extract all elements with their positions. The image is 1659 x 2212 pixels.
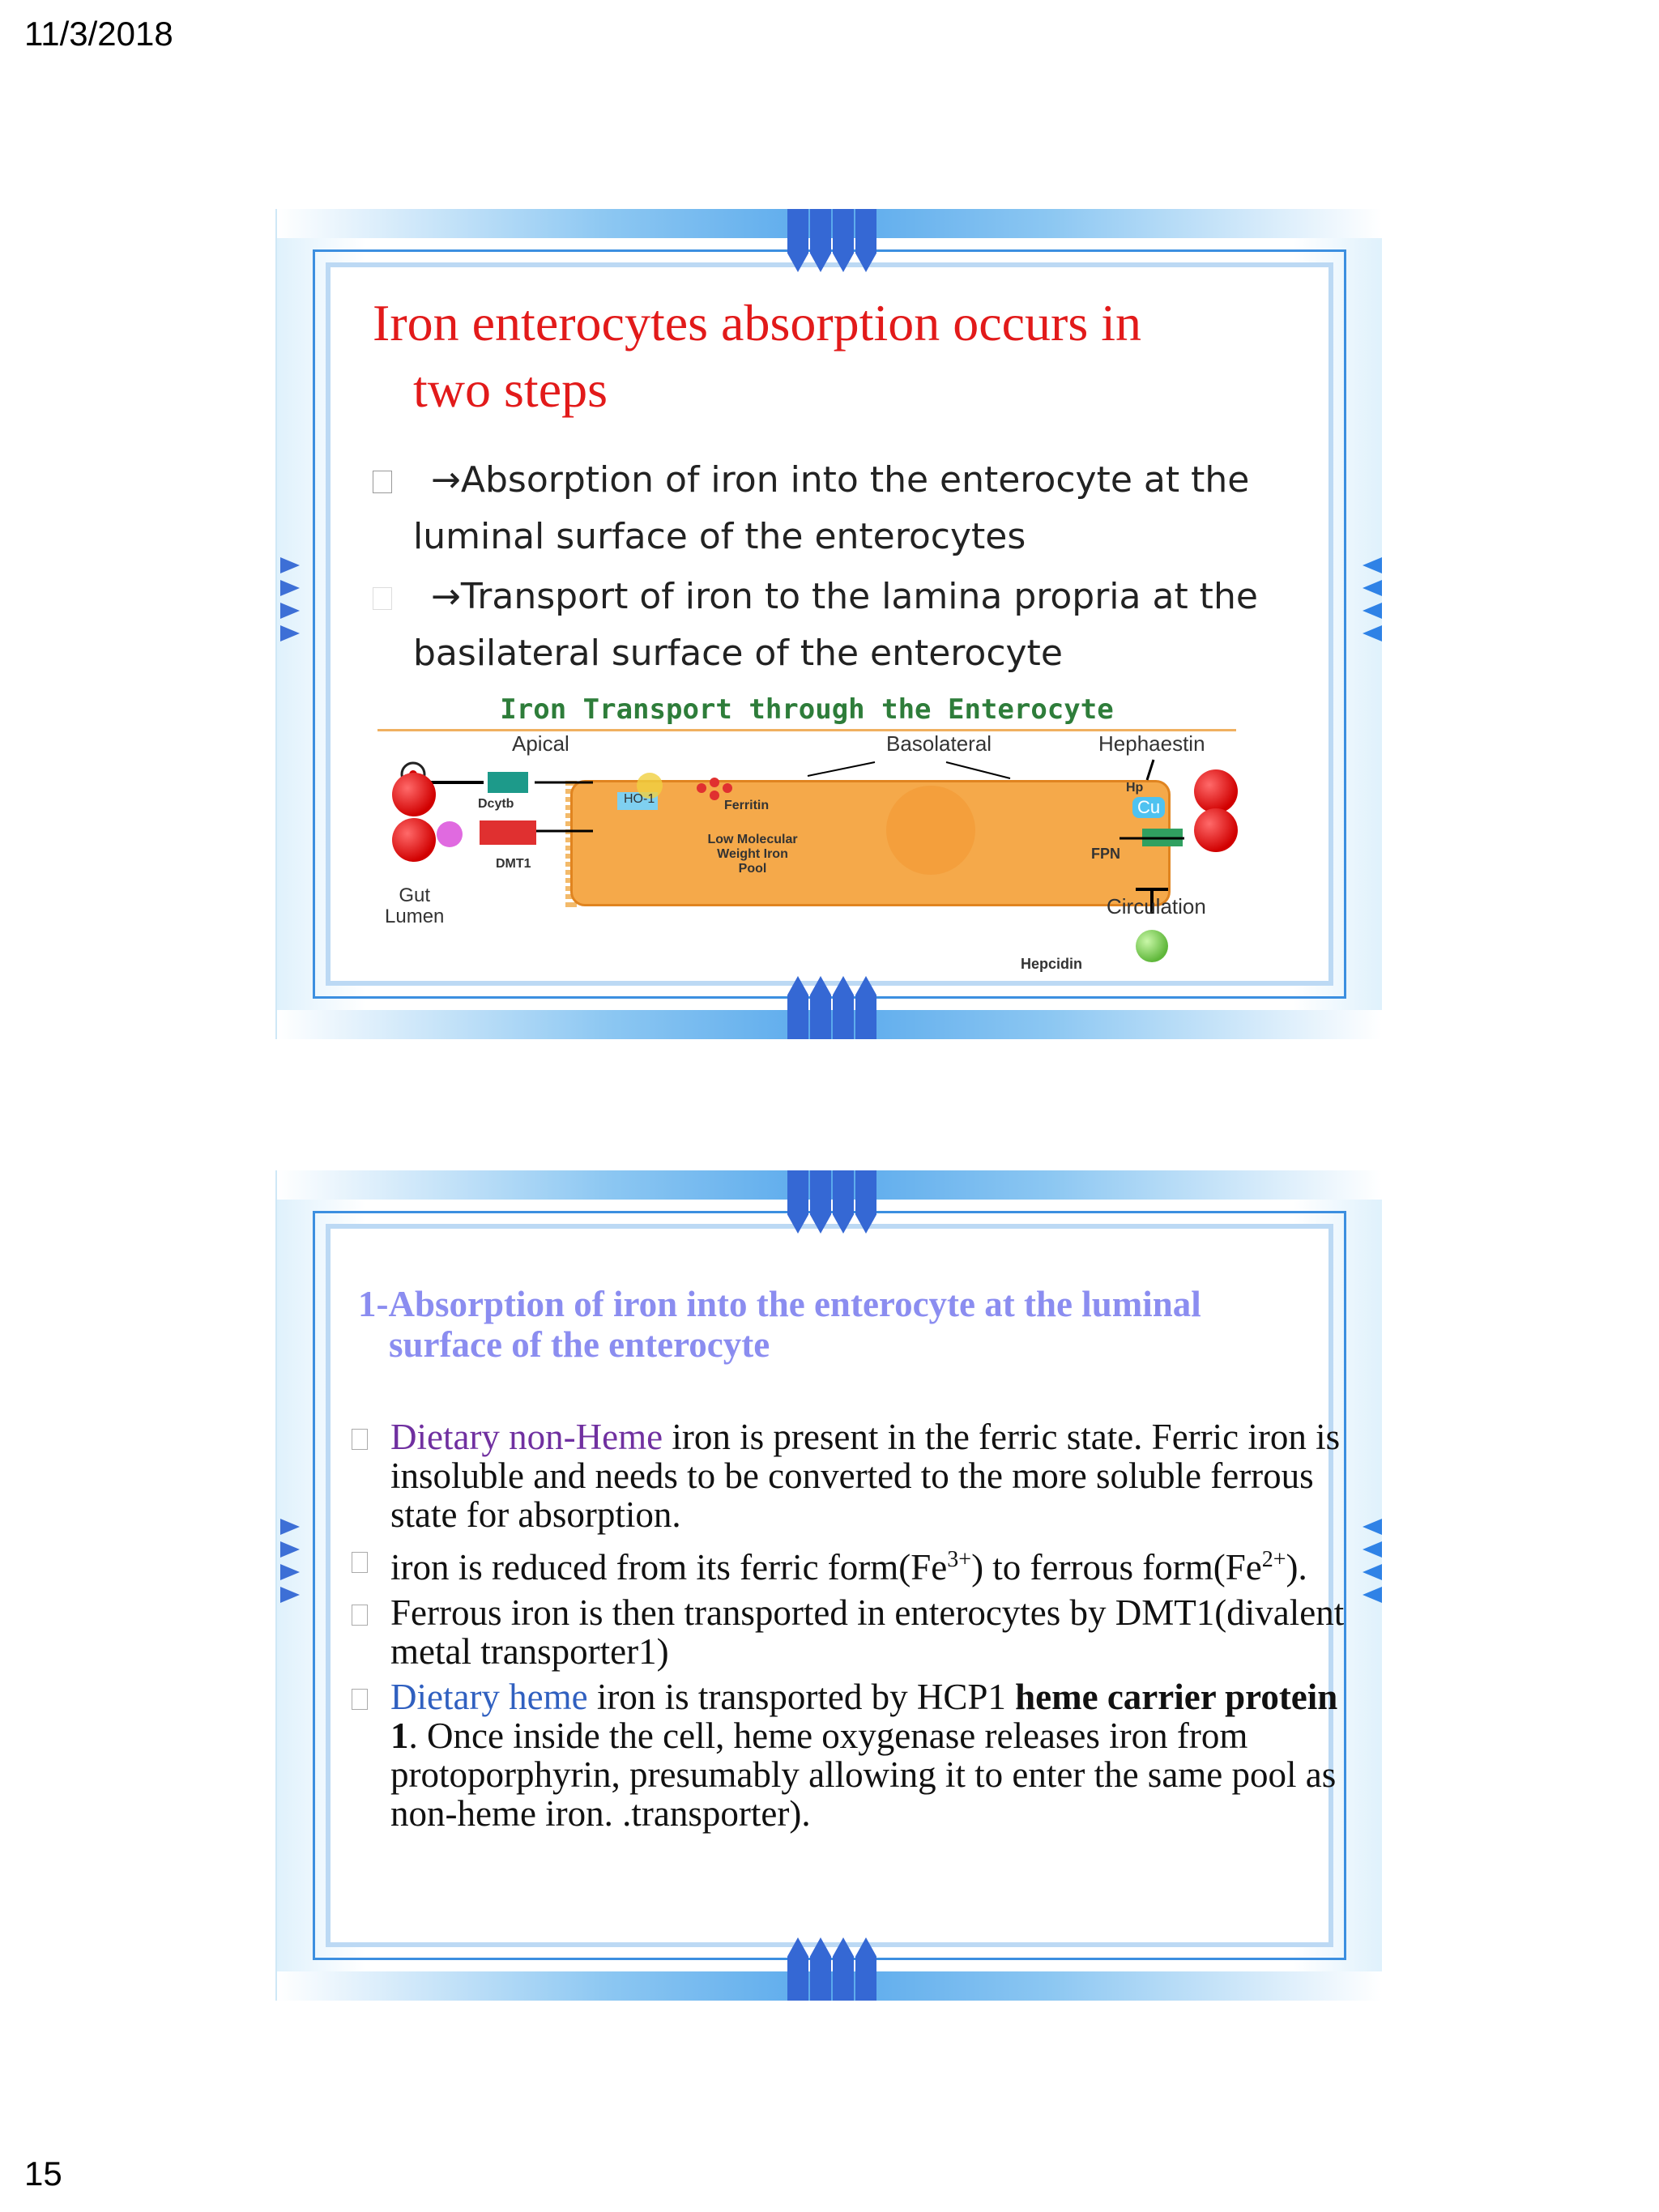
page-number: 15 xyxy=(24,2154,62,2193)
label-cu: Cu xyxy=(1132,797,1165,818)
fe2-icon xyxy=(392,818,436,862)
item-text-b: . Once inside the cell, heme oxygenase releases iron from protoporphyrin, presumably allowing it to enter the same pool as non-heme iron. .transporter). xyxy=(390,1715,1337,1834)
label-apical: Apical xyxy=(512,731,569,756)
item-text-b: ) to ferrous form(Fe xyxy=(971,1547,1262,1588)
label-basolateral: Basolateral xyxy=(886,731,992,756)
dmt1-transporter xyxy=(480,820,536,845)
bullet-box-icon xyxy=(352,1429,368,1450)
item-text: Ferrous iron is then transported in enterocytes by DMT1(divalent metal transporter1) xyxy=(390,1592,1345,1672)
left-tab-icon xyxy=(280,1519,300,1609)
item-sup-2: 2+ xyxy=(1261,1547,1286,1572)
figure-title: Iron Transport through the Enterocyte xyxy=(377,693,1236,731)
item-text-a: iron is transported by HCP1 xyxy=(587,1677,1016,1717)
label-ho1: HO-1 xyxy=(624,792,655,806)
item-text-a: iron is reduced from its ferric form(Fe xyxy=(390,1547,948,1588)
bullet-box-icon xyxy=(352,1605,368,1626)
heading-line-1: 1-Absorption of iron into the enterocyte at the luminal xyxy=(358,1284,1201,1324)
list-item xyxy=(350,1593,1346,1671)
bullet-line-1: →Absorption of iron into the enterocyte at the xyxy=(431,459,1250,501)
hepcidin-icon xyxy=(1136,930,1168,962)
slide-1 xyxy=(275,209,1382,1039)
fe3-circulation-icon xyxy=(1194,769,1238,813)
label-ferritin: Ferritin xyxy=(724,799,770,812)
pool-line-2: Weight Iron xyxy=(717,847,788,861)
bullet-line-1: →Transport of iron to the lamina propria at the xyxy=(431,576,1258,617)
item-text: iron is present in the ferric state. Ferric iron is insoluble and needs to be converted to the more soluble ferrous state for absorption. xyxy=(390,1417,1341,1535)
slide-2-heading xyxy=(358,1284,1330,1365)
dcytb-enzyme xyxy=(437,821,463,847)
title-line-2: two steps xyxy=(413,360,608,418)
list-item xyxy=(350,1417,1346,1534)
label-dcytb: Dcytb xyxy=(478,797,514,811)
fe3-icon xyxy=(392,773,436,816)
label-fpn: FPN xyxy=(1091,846,1120,862)
label-hepcidin: Hepcidin xyxy=(1021,956,1083,972)
top-ribbon-icon xyxy=(775,1170,889,1234)
label-dmt1: DMT1 xyxy=(496,857,531,871)
list-item xyxy=(350,1677,1346,1833)
label-hp: Hp xyxy=(1126,781,1144,795)
item-sup-1: 3+ xyxy=(947,1547,972,1572)
pool-line-1: Low Molecular xyxy=(707,833,798,846)
bullet-line-2: basilateral surface of the enterocyte xyxy=(413,633,1063,674)
item-text-c: ). xyxy=(1286,1547,1307,1588)
gut-line-1: Gut xyxy=(399,884,431,906)
label-hephaestin: Hephaestin xyxy=(1098,731,1205,756)
right-tab-icon xyxy=(1363,1519,1382,1609)
bullet-box-icon xyxy=(352,1689,368,1710)
item-highlight: Dietary heme xyxy=(390,1677,588,1717)
slide-2 xyxy=(275,1170,1382,2001)
item-highlight: Dietary non-Heme xyxy=(390,1417,663,1457)
bottom-ribbon-icon xyxy=(775,1937,889,2001)
page-date: 11/3/2018 xyxy=(24,15,173,53)
label-circulation: Circulation xyxy=(1107,894,1206,918)
label-gut-lumen xyxy=(385,885,444,927)
label-pool xyxy=(700,833,805,876)
hcp1-transporter xyxy=(488,772,528,793)
item-bold: heme carrier protein 1 xyxy=(390,1677,1338,1756)
fe3-circulation-icon-2 xyxy=(1194,808,1238,852)
bullet-box-icon xyxy=(352,1552,368,1573)
list-item xyxy=(350,1541,1346,1587)
pool-line-3: Pool xyxy=(738,862,767,876)
heading-line-2: surface of the enterocyte xyxy=(389,1324,770,1365)
gut-line-2: Lumen xyxy=(385,906,445,927)
bullet-line-2: luminal surface of the enterocytes xyxy=(413,516,1026,557)
slide-2-bullets xyxy=(350,1417,1346,1839)
title-line-1: Iron enterocytes absorption occurs in xyxy=(373,294,1142,352)
